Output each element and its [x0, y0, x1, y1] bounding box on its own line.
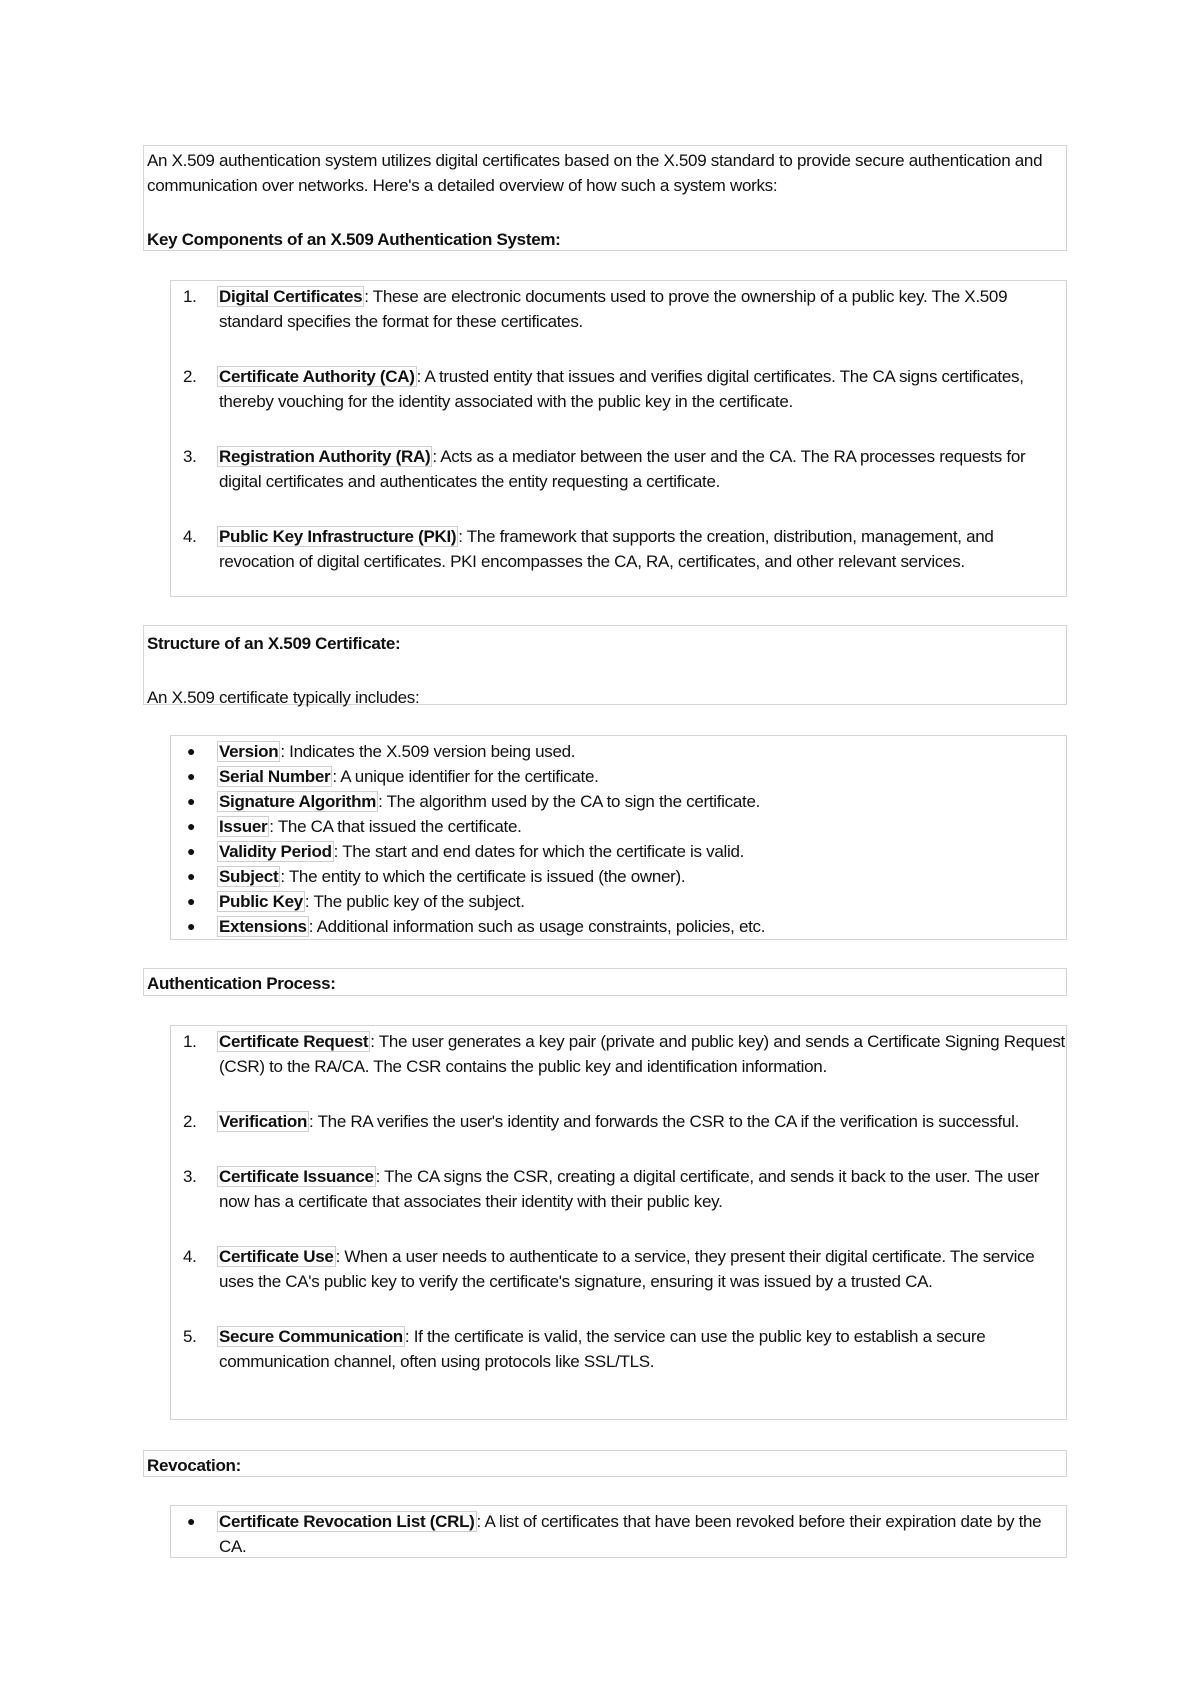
revocation-heading-block	[143, 1450, 1067, 1477]
list-item	[171, 524, 1066, 574]
term: Public Key	[219, 892, 303, 911]
description: : A unique identifier for the certificate.	[332, 767, 599, 786]
list-item	[171, 1509, 1066, 1559]
list-item	[171, 284, 1066, 334]
list-item	[171, 444, 1066, 494]
list-item	[171, 864, 1066, 889]
list-item	[171, 739, 1066, 764]
list-item	[171, 1244, 1066, 1294]
bullet: ●	[187, 818, 196, 834]
term: Certificate Revocation List (CRL)	[219, 1512, 475, 1531]
list-number: 5.	[183, 1327, 197, 1346]
term: Certificate Authority (CA)	[219, 367, 415, 386]
term: Certificate Request	[219, 1032, 369, 1051]
list-number: 2.	[183, 367, 197, 386]
term: Secure Communication	[219, 1327, 403, 1346]
description: : The CA signs the CSR, creating a digital certificate, and sends it back to the user. The user now has a certificate that associates their identity with their public key.	[219, 1167, 1040, 1211]
revocation-heading: Revocation:	[147, 1456, 241, 1475]
description: : When a user needs to authenticate to a service, they present their digital certificate. The service uses the CA's public key to verify the certificate's signature, ensuring it was issued by a trusted CA.	[219, 1247, 1035, 1291]
description: : Additional information such as usage constraints, policies, etc.	[308, 917, 766, 936]
description: : The framework that supports the creation, distribution, management, and revocation of digital certificates. PKI encompasses the CA, RA, certificates, and other relevant services.	[219, 527, 994, 571]
list-item	[171, 764, 1066, 789]
term: Verification	[219, 1112, 308, 1131]
list-item	[171, 889, 1066, 914]
intro-paragraph: An X.509 authentication system utilizes digital certificates based on the X.509 standard to provide secure authentication and communication over networks. Here's a detailed overview of how such a system works:	[147, 151, 1043, 195]
auth-heading: Authentication Process:	[147, 974, 336, 993]
list-item	[171, 1109, 1066, 1134]
components-heading: Key Components of an X.509 Authentication System:	[147, 230, 561, 249]
list-number: 3.	[183, 447, 197, 466]
list-item	[171, 1164, 1066, 1214]
term: Issuer	[219, 817, 268, 836]
description: : Indicates the X.509 version being used.	[280, 742, 576, 761]
term: Signature Algorithm	[219, 792, 377, 811]
list-number: 1.	[183, 1032, 197, 1051]
description: : The algorithm used by the CA to sign the certificate.	[378, 792, 761, 811]
description: : A trusted entity that issues and verifies digital certificates. The CA signs certificates, thereby vouching for the identity associated with the public key in the certificate.	[219, 367, 1024, 411]
list-item	[171, 839, 1066, 864]
certificate-fields-list	[170, 735, 1067, 940]
term: Subject	[219, 867, 279, 886]
description: : The user generates a key pair (private and public key) and sends a Certificate Signing Request (CSR) to the RA/CA. The CSR contains the public key and identification information.	[219, 1032, 1065, 1076]
bullet: ●	[187, 893, 196, 909]
list-item	[171, 789, 1066, 814]
term: Certificate Use	[219, 1247, 334, 1266]
description: : A list of certificates that have been revoked before their expiration date by the CA.	[219, 1512, 1042, 1556]
term: Serial Number	[219, 767, 331, 786]
description: : If the certificate is valid, the service can use the public key to establish a secure communication channel, often using protocols like SSL/TLS.	[219, 1327, 986, 1371]
structure-block	[143, 625, 1067, 705]
description: : The public key of the subject.	[304, 892, 525, 911]
term: Digital Certificates	[219, 287, 363, 306]
auth-heading-block	[143, 968, 1067, 996]
term: Version	[219, 742, 279, 761]
list-item	[171, 914, 1066, 939]
term: Registration Authority (RA)	[219, 447, 431, 466]
term: Public Key Infrastructure (PKI)	[219, 527, 457, 546]
description: : The entity to which the certificate is issued (the owner).	[280, 867, 686, 886]
structure-heading: Structure of an X.509 Certificate:	[147, 634, 401, 653]
list-item	[171, 1324, 1066, 1374]
term: Certificate Issuance	[219, 1167, 374, 1186]
list-number: 4.	[183, 1247, 197, 1266]
auth-steps-list	[170, 1025, 1067, 1420]
bullet: ●	[187, 793, 196, 809]
bullet: ●	[187, 743, 196, 759]
term: Extensions	[219, 917, 307, 936]
bullet: ●	[187, 868, 196, 884]
list-item	[171, 1029, 1066, 1079]
description: : The start and end dates for which the certificate is valid.	[333, 842, 745, 861]
bullet: ●	[187, 768, 196, 784]
list-item	[171, 364, 1066, 414]
intro-block	[143, 145, 1067, 251]
list-item	[171, 814, 1066, 839]
description: : Acts as a mediator between the user and the CA. The RA processes requests for digital certificates and authenticates the entity requesting a certificate.	[219, 447, 1026, 491]
list-number: 4.	[183, 527, 197, 546]
bullet: ●	[187, 918, 196, 934]
bullet: ●	[187, 843, 196, 859]
components-list	[170, 280, 1067, 597]
bullet: ●	[187, 1513, 196, 1529]
term: Validity Period	[219, 842, 332, 861]
revocation-list	[170, 1505, 1067, 1558]
list-number: 2.	[183, 1112, 197, 1131]
description: : These are electronic documents used to prove the ownership of a public key. The X.509 standard specifies the format for these certificates.	[219, 287, 1008, 331]
list-number: 1.	[183, 287, 197, 306]
description: : The RA verifies the user's identity and forwards the CSR to the CA if the verification is successful.	[309, 1112, 1020, 1131]
list-number: 3.	[183, 1167, 197, 1186]
description: : The CA that issued the certificate.	[269, 817, 522, 836]
structure-intro: An X.509 certificate typically includes:	[147, 688, 420, 707]
